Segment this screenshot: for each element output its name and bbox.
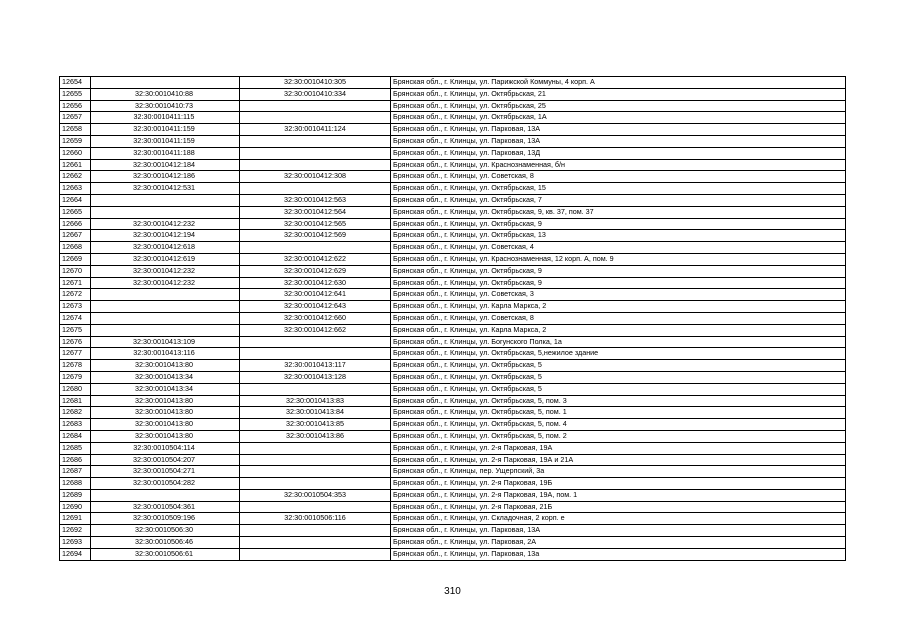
cadastral-number-cell bbox=[91, 383, 240, 395]
cadastral-number-text: 32:30:0010504:282 bbox=[133, 478, 195, 488]
object-cadastral-number-cell bbox=[240, 112, 391, 124]
address-cell: Брянская обл., г. Клинцы, ул. Складочная, 2 корп. е bbox=[391, 513, 846, 525]
table-row bbox=[60, 265, 846, 277]
row-number-cell: 12660 bbox=[60, 147, 91, 159]
cadastral-number-text: 32:30:0010412:531 bbox=[133, 183, 195, 193]
cadastral-number-text: 32:30:0010413:34 bbox=[135, 371, 193, 381]
cadastral-number-cell bbox=[91, 218, 240, 230]
cadastral-number-text: 32:30:0010412:232 bbox=[133, 218, 195, 228]
address-cell: Брянская обл., г. Клинцы, ул. Октябрьская, 1А bbox=[391, 112, 846, 124]
cadastral-number-text: 32:30:0010413:80 bbox=[135, 407, 193, 417]
table-row bbox=[60, 383, 846, 395]
address-cell: Брянская обл., г. Клинцы, ул. 2-я Парковая, 19А, пом. 1 bbox=[391, 489, 846, 501]
address-cell: Брянская обл., г. Клинцы, ул. Октябрьская, 9, кв. 37, пом. 37 bbox=[391, 206, 846, 218]
address-cell: Брянская обл., г. Клинцы, ул. 2-я Парковая, 19А bbox=[391, 442, 846, 454]
address-cell: Брянская обл., г. Клинцы, ул. Советская, 4 bbox=[391, 242, 846, 254]
table-row bbox=[60, 289, 846, 301]
cadastral-number-text: 32:30:0010411:159 bbox=[133, 135, 195, 145]
address-cell: Брянская обл., г. Клинцы, ул. Октябрьская, 15 bbox=[391, 183, 846, 195]
object-cadastral-number-cell bbox=[240, 206, 391, 218]
row-number-cell: 12665 bbox=[60, 206, 91, 218]
object-cadastral-number-cell bbox=[240, 159, 391, 171]
address-cell: Брянская обл., г. Клинцы, ул. Краснознаменная, 12 корп. А, пом. 9 bbox=[391, 253, 846, 265]
cadastral-number-cell bbox=[91, 336, 240, 348]
table-row bbox=[60, 312, 846, 324]
cadastral-number-text: 32:30:0010413:80 bbox=[135, 360, 193, 370]
address-cell: Брянская обл., г. Клинцы, ул. Карла Маркса, 2 bbox=[391, 301, 846, 313]
object-cadastral-number-text: 32:30:0010412:564 bbox=[284, 206, 346, 216]
cadastral-number-cell bbox=[91, 395, 240, 407]
table-row bbox=[60, 242, 846, 254]
object-cadastral-number-cell bbox=[240, 100, 391, 112]
table-row bbox=[60, 419, 846, 431]
row-number-cell: 12656 bbox=[60, 100, 91, 112]
address-cell: Брянская обл., г. Клинцы, ул. Октябрьская, 21 bbox=[391, 88, 846, 100]
object-cadastral-number-text: 32:30:0010411:124 bbox=[284, 124, 346, 134]
address-cell: Брянская обл., г. Клинцы, ул. Октябрьская, 9 bbox=[391, 218, 846, 230]
object-cadastral-number-cell bbox=[240, 324, 391, 336]
row-number-cell: 12659 bbox=[60, 135, 91, 147]
row-number-cell: 12684 bbox=[60, 430, 91, 442]
object-cadastral-number-text: 32:30:0010412:565 bbox=[284, 218, 346, 228]
table-row bbox=[60, 183, 846, 195]
cadastral-number-cell bbox=[91, 407, 240, 419]
object-cadastral-number-text: 32:30:0010413:128 bbox=[284, 371, 346, 381]
cadastral-number-cell bbox=[91, 159, 240, 171]
table-row bbox=[60, 489, 846, 501]
address-cell: Брянская обл., г. Клинцы, ул. 2-я Парковая, 19А и 21А bbox=[391, 454, 846, 466]
row-number-cell: 12679 bbox=[60, 371, 91, 383]
cadastral-number-text: 32:30:0010413:80 bbox=[135, 430, 193, 440]
address-cell: Брянская обл., г. Клинцы, ул. Октябрьская, 5, пом. 4 bbox=[391, 419, 846, 431]
cadastral-number-cell bbox=[91, 525, 240, 537]
object-cadastral-number-cell bbox=[240, 513, 391, 525]
object-cadastral-number-text: 32:30:0010413:83 bbox=[286, 395, 344, 405]
object-cadastral-number-cell bbox=[240, 88, 391, 100]
object-cadastral-number-cell bbox=[240, 430, 391, 442]
row-number-cell: 12662 bbox=[60, 171, 91, 183]
cadastral-number-text: 32:30:0010506:46 bbox=[135, 537, 193, 547]
row-number-cell: 12671 bbox=[60, 277, 91, 289]
row-number-cell: 12658 bbox=[60, 124, 91, 136]
row-number-cell: 12668 bbox=[60, 242, 91, 254]
cadastral-number-cell bbox=[91, 206, 240, 218]
object-cadastral-number-cell bbox=[240, 348, 391, 360]
object-cadastral-number-cell bbox=[240, 183, 391, 195]
object-cadastral-number-cell bbox=[240, 289, 391, 301]
table-row bbox=[60, 525, 846, 537]
table-row bbox=[60, 194, 846, 206]
registry-table-body bbox=[60, 77, 846, 561]
cadastral-number-text: 32:30:0010509:196 bbox=[133, 513, 195, 523]
table-row bbox=[60, 466, 846, 478]
cadastral-number-text: 32:30:0010410:88 bbox=[135, 88, 193, 98]
cadastral-number-text: 32:30:0010412:186 bbox=[133, 171, 195, 181]
cadastral-number-text: 32:30:0010412:184 bbox=[133, 159, 195, 169]
object-cadastral-number-cell bbox=[240, 537, 391, 549]
cadastral-number-cell bbox=[91, 194, 240, 206]
cadastral-number-cell bbox=[91, 135, 240, 147]
object-cadastral-number-cell bbox=[240, 301, 391, 313]
row-number-cell: 12666 bbox=[60, 218, 91, 230]
table-row bbox=[60, 135, 846, 147]
cadastral-number-cell bbox=[91, 478, 240, 490]
object-cadastral-number-cell bbox=[240, 371, 391, 383]
cadastral-number-text: 32:30:0010411:188 bbox=[133, 147, 195, 157]
cadastral-number-text: 32:30:0010412:194 bbox=[133, 230, 195, 240]
address-cell: Брянская обл., г. Клинцы, ул. Парковая, 2А bbox=[391, 537, 846, 549]
cadastral-number-text: 32:30:0010412:232 bbox=[133, 277, 195, 287]
address-cell: Брянская обл., г. Клинцы, ул. Октябрьская, 5 bbox=[391, 371, 846, 383]
address-cell: Брянская обл., г. Клинцы, ул. Октябрьская, 7 bbox=[391, 194, 846, 206]
row-number-cell: 12680 bbox=[60, 383, 91, 395]
cadastral-number-cell bbox=[91, 312, 240, 324]
object-cadastral-number-cell bbox=[240, 312, 391, 324]
object-cadastral-number-cell bbox=[240, 419, 391, 431]
cadastral-number-text: 32:30:0010506:61 bbox=[135, 548, 193, 558]
cadastral-number-text: 32:30:0010410:73 bbox=[135, 100, 193, 110]
cadastral-number-cell bbox=[91, 230, 240, 242]
row-number-cell: 12689 bbox=[60, 489, 91, 501]
cadastral-number-cell bbox=[91, 360, 240, 372]
address-cell: Брянская обл., г. Клинцы, ул. Октябрьская, 9 bbox=[391, 277, 846, 289]
row-number-cell: 12678 bbox=[60, 360, 91, 372]
cadastral-number-cell bbox=[91, 454, 240, 466]
cadastral-number-cell bbox=[91, 371, 240, 383]
table-row bbox=[60, 478, 846, 490]
cadastral-number-cell bbox=[91, 277, 240, 289]
object-cadastral-number-text: 32:30:0010412:563 bbox=[284, 194, 346, 204]
table-row bbox=[60, 324, 846, 336]
object-cadastral-number-cell bbox=[240, 489, 391, 501]
object-cadastral-number-text: 32:30:0010412:569 bbox=[284, 230, 346, 240]
cadastral-number-cell bbox=[91, 548, 240, 560]
row-number-cell: 12694 bbox=[60, 548, 91, 560]
object-cadastral-number-cell bbox=[240, 548, 391, 560]
address-cell: Брянская обл., г. Клинцы, ул. Советская, 3 bbox=[391, 289, 846, 301]
object-cadastral-number-text: 32:30:0010412:641 bbox=[284, 289, 346, 299]
object-cadastral-number-cell bbox=[240, 242, 391, 254]
row-number-cell: 12683 bbox=[60, 419, 91, 431]
cadastral-number-cell bbox=[91, 324, 240, 336]
cadastral-number-cell bbox=[91, 466, 240, 478]
address-cell: Брянская обл., г. Клинцы, ул. Парковая, 13А bbox=[391, 525, 846, 537]
table-row bbox=[60, 430, 846, 442]
cadastral-number-cell bbox=[91, 265, 240, 277]
table-row bbox=[60, 100, 846, 112]
row-number-cell: 12657 bbox=[60, 112, 91, 124]
object-cadastral-number-cell bbox=[240, 77, 391, 89]
cadastral-number-text: 32:30:0010412:232 bbox=[133, 265, 195, 275]
row-number-cell: 12690 bbox=[60, 501, 91, 513]
cadastral-number-text: 32:30:0010413:116 bbox=[133, 348, 195, 358]
address-cell: Брянская обл., г. Клинцы, ул. Октябрьская, 5, пом. 1 bbox=[391, 407, 846, 419]
object-cadastral-number-text: 32:30:0010412:630 bbox=[284, 277, 346, 287]
row-number-cell: 12667 bbox=[60, 230, 91, 242]
row-number-cell: 12673 bbox=[60, 301, 91, 313]
row-number-cell: 12669 bbox=[60, 253, 91, 265]
cadastral-number-cell bbox=[91, 183, 240, 195]
cadastral-number-cell bbox=[91, 242, 240, 254]
row-number-cell: 12655 bbox=[60, 88, 91, 100]
cadastral-number-text: 32:30:0010504:271 bbox=[133, 466, 195, 476]
object-cadastral-number-cell bbox=[240, 466, 391, 478]
table-row bbox=[60, 442, 846, 454]
address-cell: Брянская обл., г. Клинцы, ул. Парковая, 13А bbox=[391, 124, 846, 136]
address-cell: Брянская обл., г. Клинцы, ул. Карла Маркса, 2 bbox=[391, 324, 846, 336]
table-row bbox=[60, 407, 846, 419]
object-cadastral-number-text: 32:30:0010504:353 bbox=[284, 489, 346, 499]
cadastral-number-text: 32:30:0010411:159 bbox=[133, 124, 195, 134]
table-row bbox=[60, 395, 846, 407]
cadastral-number-text: 32:30:0010413:109 bbox=[133, 336, 195, 346]
table-row bbox=[60, 336, 846, 348]
address-cell: Брянская обл., г. Клинцы, ул. Октябрьская, 13 bbox=[391, 230, 846, 242]
cadastral-number-cell bbox=[91, 88, 240, 100]
object-cadastral-number-cell bbox=[240, 124, 391, 136]
address-cell: Брянская обл., г. Клинцы, ул. Советская, 8 bbox=[391, 171, 846, 183]
cadastral-number-cell bbox=[91, 100, 240, 112]
object-cadastral-number-cell bbox=[240, 194, 391, 206]
table-row bbox=[60, 371, 846, 383]
table-row bbox=[60, 454, 846, 466]
table-row bbox=[60, 513, 846, 525]
row-number-cell: 12686 bbox=[60, 454, 91, 466]
object-cadastral-number-text: 32:30:0010410:305 bbox=[284, 77, 346, 86]
table-row bbox=[60, 218, 846, 230]
object-cadastral-number-cell bbox=[240, 171, 391, 183]
row-number-cell: 12685 bbox=[60, 442, 91, 454]
row-number-cell: 12675 bbox=[60, 324, 91, 336]
cadastral-number-cell bbox=[91, 289, 240, 301]
row-number-cell: 12663 bbox=[60, 183, 91, 195]
address-cell: Брянская обл., г. Клинцы, пер. Ущерпский, 3а bbox=[391, 466, 846, 478]
address-cell: Брянская обл., г. Клинцы, ул. Парковая, 13А bbox=[391, 135, 846, 147]
row-number-cell: 12677 bbox=[60, 348, 91, 360]
cadastral-number-cell bbox=[91, 77, 240, 89]
object-cadastral-number-cell bbox=[240, 218, 391, 230]
cadastral-number-cell bbox=[91, 253, 240, 265]
cadastral-number-cell bbox=[91, 513, 240, 525]
object-cadastral-number-cell bbox=[240, 525, 391, 537]
address-cell: Брянская обл., г. Клинцы, ул. Октябрьская, 5, пом. 2 bbox=[391, 430, 846, 442]
row-number-cell: 12693 bbox=[60, 537, 91, 549]
cadastral-number-cell bbox=[91, 301, 240, 313]
address-cell: Брянская обл., г. Клинцы, ул. Советская, 8 bbox=[391, 312, 846, 324]
table-row bbox=[60, 277, 846, 289]
object-cadastral-number-cell bbox=[240, 135, 391, 147]
object-cadastral-number-text: 32:30:0010506:116 bbox=[284, 513, 346, 523]
row-number-cell: 12670 bbox=[60, 265, 91, 277]
table-row bbox=[60, 301, 846, 313]
object-cadastral-number-cell bbox=[240, 478, 391, 490]
address-cell: Брянская обл., г. Клинцы, ул. Парижской Коммуны, 4 корп. А bbox=[391, 77, 846, 89]
cadastral-number-text: 32:30:0010411:115 bbox=[133, 112, 195, 122]
object-cadastral-number-cell bbox=[240, 265, 391, 277]
table-row bbox=[60, 348, 846, 360]
row-number-cell: 12687 bbox=[60, 466, 91, 478]
cadastral-number-text: 32:30:0010412:619 bbox=[133, 253, 195, 263]
object-cadastral-number-cell bbox=[240, 360, 391, 372]
row-number-cell: 12676 bbox=[60, 336, 91, 348]
row-number-cell: 12692 bbox=[60, 525, 91, 537]
address-cell: Брянская обл., г. Клинцы, ул. Богунского Полка, 1а bbox=[391, 336, 846, 348]
address-cell: Брянская обл., г. Клинцы, ул. Октябрьская, 9 bbox=[391, 265, 846, 277]
address-cell: Брянская обл., г. Клинцы, ул. Октябрьская, 25 bbox=[391, 100, 846, 112]
object-cadastral-number-cell bbox=[240, 277, 391, 289]
table-row bbox=[60, 159, 846, 171]
table-row bbox=[60, 537, 846, 549]
object-cadastral-number-text: 32:30:0010413:86 bbox=[286, 430, 344, 440]
row-number-cell: 12661 bbox=[60, 159, 91, 171]
page-number: 310 bbox=[444, 586, 461, 597]
cadastral-number-cell bbox=[91, 147, 240, 159]
row-number-cell: 12664 bbox=[60, 194, 91, 206]
cadastral-number-cell bbox=[91, 442, 240, 454]
cadastral-number-text: 32:30:0010413:34 bbox=[135, 383, 193, 393]
object-cadastral-number-text: 32:30:0010413:85 bbox=[286, 419, 344, 429]
row-number-cell: 12682 bbox=[60, 407, 91, 419]
registry-table bbox=[59, 76, 846, 561]
table-row bbox=[60, 548, 846, 560]
object-cadastral-number-cell bbox=[240, 230, 391, 242]
row-number-cell: 12688 bbox=[60, 478, 91, 490]
table-row bbox=[60, 171, 846, 183]
object-cadastral-number-cell bbox=[240, 501, 391, 513]
address-cell: Брянская обл., г. Клинцы, ул. Октябрьская, 5,нежилое здание bbox=[391, 348, 846, 360]
cadastral-number-text: 32:30:0010412:618 bbox=[133, 242, 195, 252]
cadastral-number-text: 32:30:0010504:207 bbox=[133, 454, 195, 464]
object-cadastral-number-cell bbox=[240, 383, 391, 395]
cadastral-number-text: 32:30:0010413:80 bbox=[135, 419, 193, 429]
table-row bbox=[60, 124, 846, 136]
table-row bbox=[60, 230, 846, 242]
object-cadastral-number-cell bbox=[240, 147, 391, 159]
object-cadastral-number-text: 32:30:0010412:622 bbox=[284, 253, 346, 263]
cadastral-number-cell bbox=[91, 112, 240, 124]
cadastral-number-text: 32:30:0010504:361 bbox=[133, 501, 195, 511]
object-cadastral-number-text: 32:30:0010412:629 bbox=[284, 265, 346, 275]
cadastral-number-cell bbox=[91, 348, 240, 360]
object-cadastral-number-text: 32:30:0010412:643 bbox=[284, 301, 346, 311]
row-number-cell: 12681 bbox=[60, 395, 91, 407]
address-cell: Брянская обл., г. Клинцы, ул. Краснознаменная, б/н bbox=[391, 159, 846, 171]
object-cadastral-number-text: 32:30:0010410:334 bbox=[284, 88, 346, 98]
cadastral-number-cell bbox=[91, 430, 240, 442]
address-cell: Брянская обл., г. Клинцы, ул. 2-я Парковая, 21Б bbox=[391, 501, 846, 513]
cadastral-number-text: 32:30:0010504:114 bbox=[133, 442, 195, 452]
object-cadastral-number-cell bbox=[240, 336, 391, 348]
table-row bbox=[60, 206, 846, 218]
cadastral-number-cell bbox=[91, 537, 240, 549]
table-row bbox=[60, 77, 846, 89]
address-cell: Брянская обл., г. Клинцы, ул. Октябрьская, 5 bbox=[391, 383, 846, 395]
address-cell: Брянская обл., г. Клинцы, ул. Парковая, 13Д bbox=[391, 147, 846, 159]
table-row bbox=[60, 147, 846, 159]
address-cell: Брянская обл., г. Клинцы, ул. Октябрьская, 5, пом. 3 bbox=[391, 395, 846, 407]
object-cadastral-number-cell bbox=[240, 454, 391, 466]
cadastral-number-cell bbox=[91, 419, 240, 431]
object-cadastral-number-text: 32:30:0010413:84 bbox=[286, 407, 344, 417]
cadastral-number-cell bbox=[91, 124, 240, 136]
address-cell: Брянская обл., г. Клинцы, ул. Парковая, 13а bbox=[391, 548, 846, 560]
object-cadastral-number-cell bbox=[240, 253, 391, 265]
object-cadastral-number-text: 32:30:0010413:117 bbox=[284, 360, 346, 370]
table-row bbox=[60, 112, 846, 124]
table-row bbox=[60, 88, 846, 100]
cadastral-number-cell bbox=[91, 489, 240, 501]
row-number-cell: 12674 bbox=[60, 312, 91, 324]
object-cadastral-number-cell bbox=[240, 395, 391, 407]
row-number-cell: 12691 bbox=[60, 513, 91, 525]
address-cell: Брянская обл., г. Клинцы, ул. Октябрьская, 5 bbox=[391, 360, 846, 372]
table-row bbox=[60, 360, 846, 372]
cadastral-number-cell bbox=[91, 171, 240, 183]
cadastral-number-cell bbox=[91, 501, 240, 513]
object-cadastral-number-text: 32:30:0010412:660 bbox=[284, 312, 346, 322]
row-number-cell: 12654 bbox=[60, 77, 91, 89]
object-cadastral-number-cell bbox=[240, 442, 391, 454]
object-cadastral-number-text: 32:30:0010412:308 bbox=[284, 171, 346, 181]
address-cell: Брянская обл., г. Клинцы, ул. 2-я Парковая, 19Б bbox=[391, 478, 846, 490]
object-cadastral-number-text: 32:30:0010412:662 bbox=[284, 324, 346, 334]
object-cadastral-number-cell bbox=[240, 407, 391, 419]
table-row bbox=[60, 253, 846, 265]
row-number-cell: 12672 bbox=[60, 289, 91, 301]
cadastral-number-text: 32:30:0010413:80 bbox=[135, 395, 193, 405]
table-row bbox=[60, 501, 846, 513]
cadastral-number-text: 32:30:0010506:30 bbox=[135, 525, 193, 535]
